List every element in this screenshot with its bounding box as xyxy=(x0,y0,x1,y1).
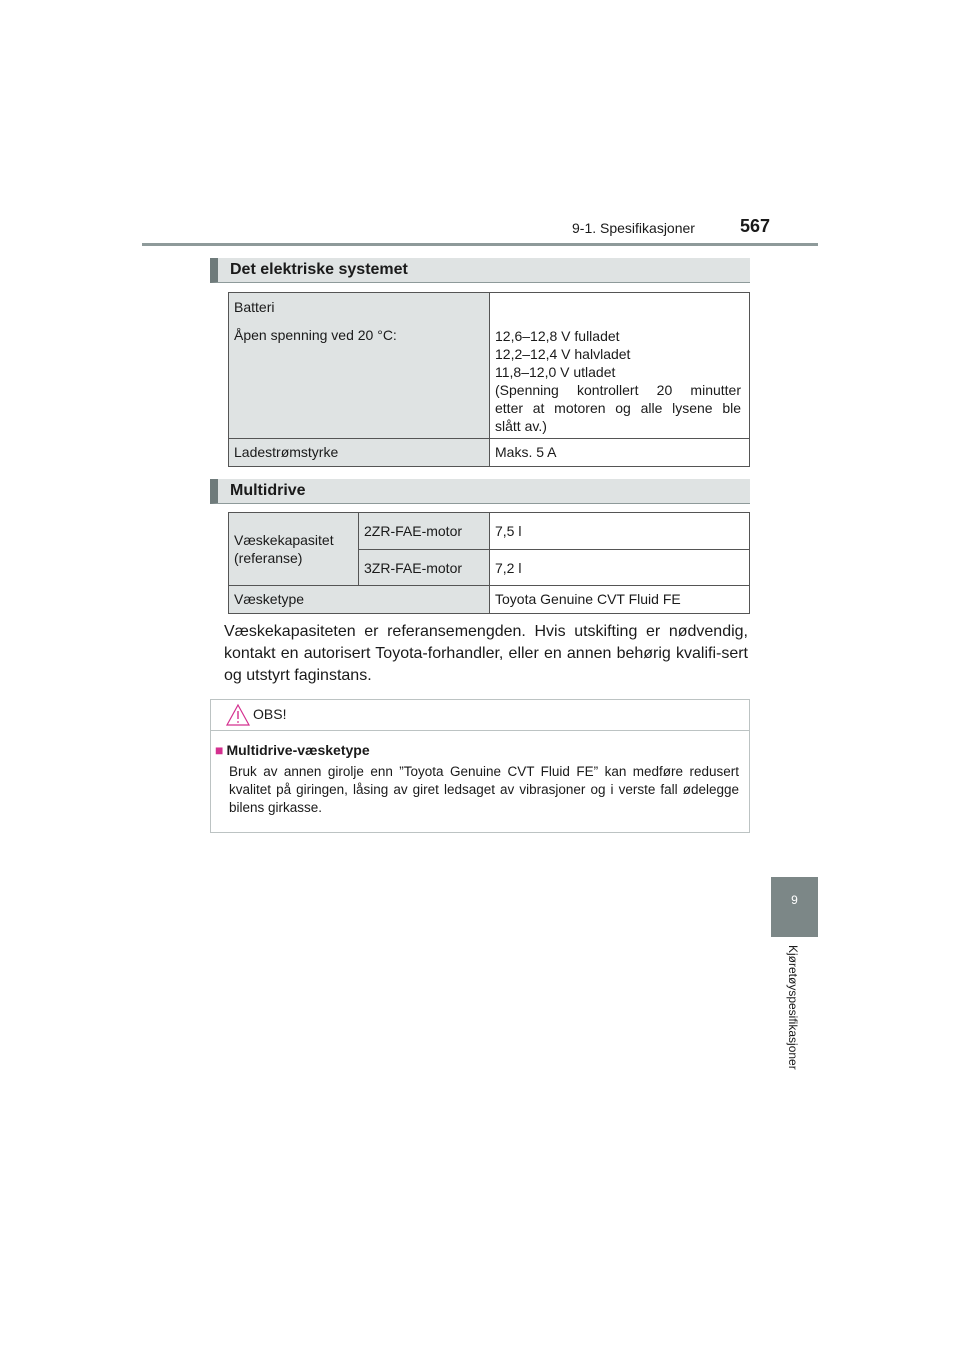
engine-label: 3ZR-FAE-motor xyxy=(364,560,463,576)
engine-cell xyxy=(359,550,490,586)
capacity-value-cell xyxy=(490,550,750,586)
battery-title: Batteri xyxy=(234,299,275,315)
battery-note-line: etter at motoren og alle lysene ble xyxy=(495,400,741,416)
capacity-value-cell xyxy=(490,513,750,550)
fluid-value: Toyota Genuine CVT Fluid FE xyxy=(495,591,681,607)
running-header-section: 9-1. Spesifikasjoner xyxy=(572,220,695,236)
caution-box xyxy=(210,699,750,833)
charge-label-cell xyxy=(229,439,490,467)
caution-text: Bruk av annen girolje enn ”Toyota Genuine CVT Fluid FE” kan medføre redusert kvalitet på giringen, låsing av giret ledsaget av vibrasjoner og i verste fall ødelegge bilens girkasse. xyxy=(229,764,739,815)
battery-voltage-label: Åpen spenning ved 20 °C: xyxy=(234,327,397,343)
section-heading-multidrive xyxy=(210,479,750,504)
caution-title-text: Multidrive-væsketype xyxy=(226,742,370,758)
header-divider xyxy=(142,243,818,246)
battery-note-line: (Spenning kontrollert 20 minutter xyxy=(495,382,741,398)
battery-value-full: 12,6–12,8 V fulladet xyxy=(495,328,620,344)
capacity-value: 7,2 l xyxy=(495,560,522,576)
chapter-label: Kjøretøyspesifikasjoner xyxy=(786,945,800,1070)
fluid-value-cell xyxy=(490,586,750,614)
charge-value: Maks. 5 A xyxy=(495,444,557,460)
capacity-label: Væskekapasitet (referanse) xyxy=(234,532,334,566)
fluid-label: Væsketype xyxy=(234,591,305,607)
charge-label: Ladestrømstyrke xyxy=(234,444,339,460)
battery-value-half: 12,2–12,4 V halvladet xyxy=(495,346,631,362)
caution-label: OBS! xyxy=(253,706,287,722)
battery-label-cell xyxy=(229,293,490,439)
table-row xyxy=(229,586,750,614)
battery-value-empty: 11,8–12,0 V utladet xyxy=(495,364,616,380)
square-bullet-icon: ■ xyxy=(215,742,224,758)
engine-cell xyxy=(359,513,490,550)
fluid-label-cell xyxy=(229,586,490,614)
charge-value-cell xyxy=(490,439,750,467)
engine-label: 2ZR-FAE-motor xyxy=(364,523,463,539)
caution-title xyxy=(215,742,370,758)
electrical-spec-table xyxy=(228,292,750,467)
page-number: 567 xyxy=(740,216,771,236)
capacity-value: 7,5 l xyxy=(495,523,522,539)
section-heading-electrical xyxy=(210,258,750,283)
caution-header xyxy=(211,700,749,731)
capacity-label-cell xyxy=(229,513,359,586)
chapter-tab xyxy=(771,877,818,937)
section-title-electrical: Det elektriske systemet xyxy=(230,261,408,278)
multidrive-spec-table xyxy=(228,512,750,614)
table-row xyxy=(229,293,750,439)
battery-note-line: slått av.) xyxy=(495,418,547,434)
warning-triangle-icon xyxy=(225,703,251,727)
capacity-note-paragraph: Væskekapasiteten er referansemengden. Hvis utskifting er nødvendig, kontakt en autorisert Toyota-forhandler, eller en annen behørig kvalifi-sert og utstyrt faginstans. xyxy=(224,623,748,684)
battery-value-cell xyxy=(490,293,750,439)
table-row xyxy=(229,439,750,467)
chapter-number: 9 xyxy=(791,893,798,907)
table-row xyxy=(229,513,750,550)
section-title-multidrive: Multidrive xyxy=(230,482,306,499)
